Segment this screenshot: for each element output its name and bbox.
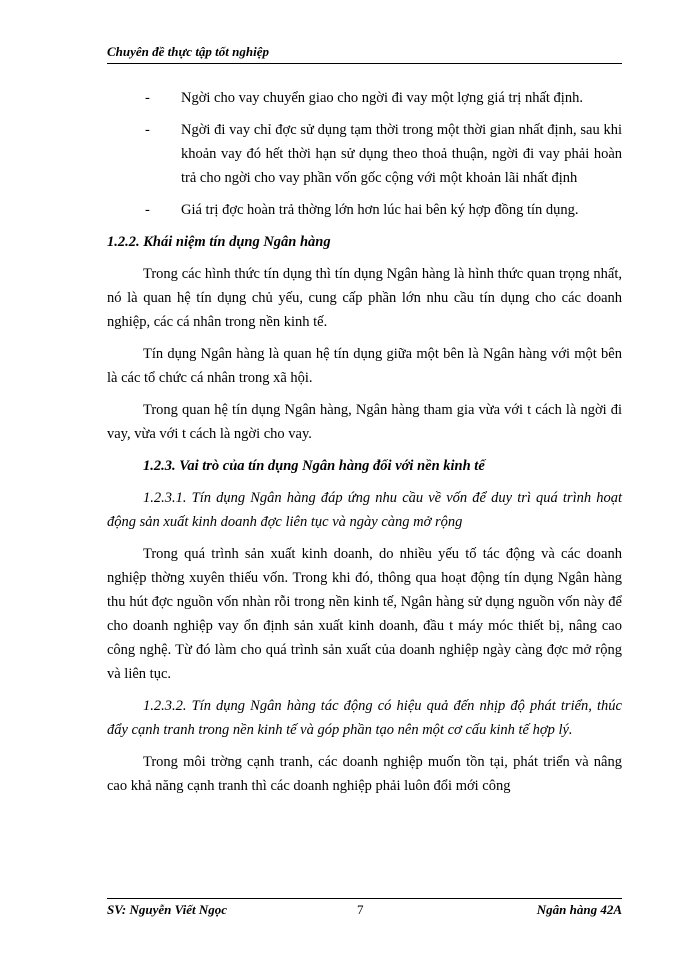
paragraph: Trong quan hệ tín dụng Ngân hàng, Ngân hàng tham gia vừa với t cách là ngời đi vay, vừa với t cách là ngời cho vay. [107, 402, 622, 442]
subsection-title-1232: 1.2.3.2. Tín dụng Ngân hàng tác động có hiệu quả đến nhịp độ phát triển, thúc đẩy cạnh tranh trong nền kinh tế và góp phần tạo nên một cơ cấu kinh tế hợp lý. [107, 698, 622, 738]
paragraph: Trong môi trờng cạnh tranh, các doanh nghiệp muốn tồn tại, phát triển và nâng cao khả năng cạnh tranh thì các doanh nghiệp phải luôn đổi mới công [107, 754, 622, 794]
list-item [107, 86, 622, 110]
footer-author: SV: Nguyễn Viết Ngọc [107, 902, 228, 917]
list-item [107, 118, 622, 190]
footer-class: Ngân hàng 42A [536, 902, 622, 917]
bullet-text: Ngời đi vay chỉ đợc sử dụng tạm thời trong một thời gian nhất định, sau khi khoản vay đó hết thời hạn sử dụng theo thoả thuận, ngời đi vay phải hoàn trả cho ngời cho vay phần vốn gốc cộng với một khoản lãi nhất định [181, 122, 622, 186]
page-footer [107, 898, 622, 918]
bullet-text: Giá trị đợc hoàn trả thờng lớn hơn lúc hai bên ký hợp đồng tín dụng. [181, 202, 579, 218]
page-header [107, 44, 622, 64]
page-content [107, 86, 622, 806]
paragraph: Trong các hình thức tín dụng thì tín dụng Ngân hàng là hình thức quan trọng nhất, nó là quan hệ tín dụng chủ yếu, cung cấp phần lớn nhu cầu tín dụng cho các doanh nghiệp, các cá nhân trong nền kinh tế. [107, 266, 622, 330]
bullet-marker: - [145, 90, 150, 106]
bullet-marker: - [145, 202, 150, 218]
list-item [107, 198, 622, 222]
header-title: Chuyên đề thực tập tốt nghiệp [107, 44, 269, 59]
bullet-text: Ngời cho vay chuyển giao cho ngời đi vay một lợng giá trị nhất định. [181, 90, 583, 106]
section-heading-123: 1.2.3. Vai trò của tín dụng Ngân hàng đối với nền kinh tế [143, 458, 485, 474]
page-number: 7 [357, 902, 364, 917]
section-heading-122: 1.2.2. Khái niệm tín dụng Ngân hàng [107, 234, 331, 250]
paragraph: Trong quá trình sản xuất kinh doanh, do nhiều yếu tố tác động và các doanh nghiệp thờng xuyên thiếu vốn. Trong khi đó, thông qua hoạt động tín dụng Ngân hàng thu hút đợc nguồn vốn nhàn rỗi trong nền kinh tế, Ngân hàng sử dụng nguồn vốn này để cho doanh nghiệp vay ổn định sản xuất kinh doanh, đầu t máy móc thiết bị, nâng cao công nghệ. Từ đó làm cho quá trình sản xuất của doanh nghiệp ngày càng đợc mở rộng và liên tục. [107, 546, 622, 682]
bullet-marker: - [145, 122, 150, 138]
subsection-title-1231: 1.2.3.1. Tín dụng Ngân hàng đáp ứng nhu cầu về vốn để duy trì quá trình hoạt động sản xuất kinh doanh đợc liên tục và ngày càng mở rộng [107, 490, 622, 530]
paragraph: Tín dụng Ngân hàng là quan hệ tín dụng giữa một bên là Ngân hàng với một bên là các tổ chức cá nhân trong xã hội. [107, 346, 622, 386]
